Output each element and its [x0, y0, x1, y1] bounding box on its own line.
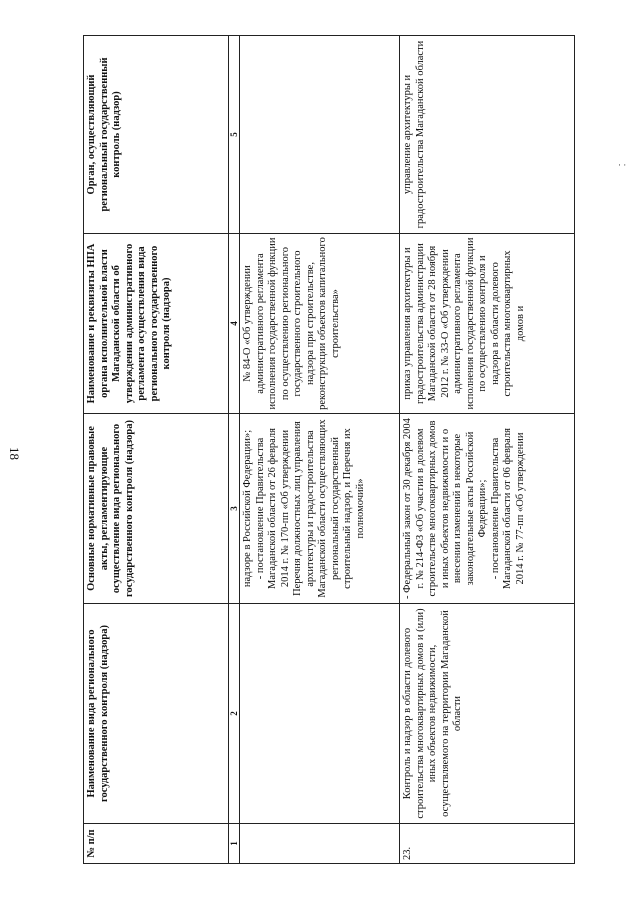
cell-number — [240, 824, 400, 864]
cell-regulation: приказ управления архитектуры и градостроительства администрации Магаданской области от 28 ноября 2012 г. № 33-О «Об утверждении административного регламента исполнения государственной функции по осуществлению контроля и надзора в области долевого строительства многоквартирных домов и — [400, 234, 575, 414]
table-row — [400, 36, 575, 864]
cell-number: 23. — [400, 824, 575, 864]
header-control-type: Наименование вида регионального государственного контроля (надзора) — [84, 604, 229, 824]
cell-legal-acts: надзоре в Российской Федерации»; - постановление Правительства Магаданской области от 26 февраля 2014 г. № 170-пп «Об утверждении Перечня должностных лиц управления архитектуры и градостроительства Магаданской области осуществляющих региональный государственный строительный надзор, и Перечня их полномочий» — [240, 414, 400, 604]
rotated-table-container — [83, 36, 583, 864]
scan-mark: · · — [618, 160, 627, 170]
cell-legal-acts: - Федеральный закон от 30 декабря 2004 г. № 214-ФЗ «Об участии в долевом строительстве многоквартирных домов и иных объектов недвижимости и о внесении изменений в некоторые законодательные акты Российской Федерации»; - постановление Правительства Магаданской области от 06 февраля 2014 г. № 77-пп «Об утверждении — [400, 414, 575, 604]
column-number-row — [229, 36, 240, 864]
header-legal-acts: Основные нормативные правовые акты, регламентирующие осуществление вида регионального государственного контроля (надзора) — [84, 414, 229, 604]
cell-control-type — [240, 604, 400, 824]
header-number: № п/п — [84, 824, 229, 864]
cell-control-type: Контроль и надзор в области долевого строительства многоквартирных домов и (или) иных объектов недвижимости, осуществляемого на территории Магаданской области — [400, 604, 575, 824]
cell-authority — [240, 36, 400, 234]
control-table — [83, 35, 575, 864]
column-number: 2 — [229, 604, 240, 824]
header-authority: Орган, осуществляющий региональный государственный контроль (надзор) — [84, 36, 229, 234]
column-number: 5 — [229, 36, 240, 234]
cell-regulation: № 84-О «Об утверждении административного регламента исполнения государственной функции по осуществлению регионального государственного строительного надзора при строительстве, реконструкции объектов капитального строительства» — [240, 234, 400, 414]
table-row-continuation — [240, 36, 400, 864]
header-regulation: Наименование и реквизиты НПА органа исполнительной власти Магаданской области об утверждении административного регламента осуществления вида регионального государственного контроля (надзора) — [84, 234, 229, 414]
column-number: 3 — [229, 414, 240, 604]
column-number: 1 — [229, 824, 240, 864]
cell-authority: управление архитектуры и градостроительства Магаданской области — [400, 36, 575, 234]
header-row — [84, 36, 229, 864]
page-number: 18 — [7, 447, 22, 460]
column-number: 4 — [229, 234, 240, 414]
